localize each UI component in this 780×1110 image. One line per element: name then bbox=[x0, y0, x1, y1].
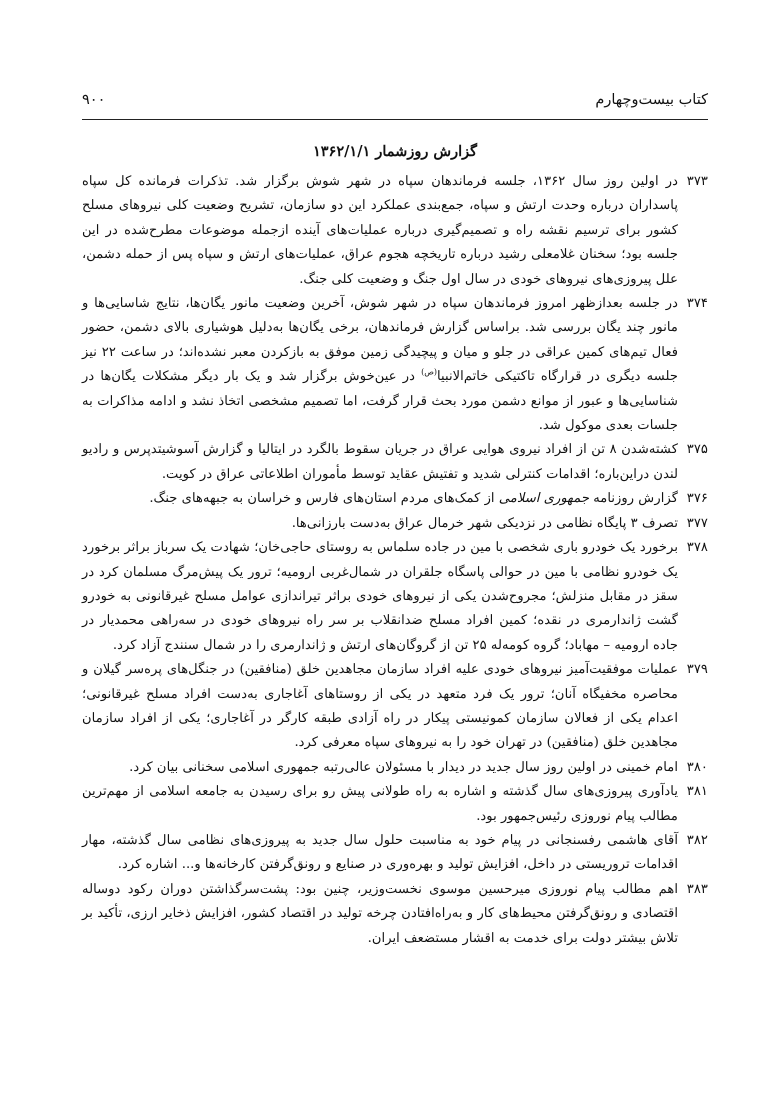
entry-377 bbox=[82, 512, 708, 536]
entry-number: ۳۷۸ bbox=[686, 540, 708, 556]
entry-382 bbox=[82, 829, 708, 878]
entry-text: در جلسه بعدازظهر امروز فرماندهان سپاه در شهر شوش، آخرین وضعیت مانور یگان‌ها، نتایج شاسایی‌ها و مانور چند یگان بررسی شد. براساس گزارش فرماندهان، برخی یگان‌ها به‌دلیل هوشیاری بالای دشمن، حضور فعال تیم‌های کمین عراقی در جلو و میان و پیچیدگی زمین موفق به بازکردن معبر نشده‌اند؛ در ساعت ۲۲ نیز جلسه دیگری در قرارگاه تاکتیکی خاتم‌الانبیا bbox=[82, 296, 678, 385]
entry-number: ۳۷۷ bbox=[686, 515, 708, 531]
entry-number: ۳۷۴ bbox=[686, 296, 708, 312]
entry-number: ۳۷۶ bbox=[686, 491, 708, 507]
page-header bbox=[82, 92, 708, 114]
entry-number: ۳۸۰ bbox=[686, 759, 708, 775]
honorific-superscript: (ص) bbox=[421, 367, 437, 377]
entry-text: اهم مطالب پیام نوروزی میرحسین موسوی نخست‌وزیر، چنین بود: پشت‌سرگذاشتن دوران رکود دوساله اقتصادی و رونق‌گرفتن محیط‌های کار و به‌راه‌افتادن چرخه تولید در اقتصاد کشور، افزایش ذخایر ارزی، تأکید بر تلاش بیشتر دولت برای خدمت به اقشار مستضعف ایران. bbox=[82, 881, 678, 946]
entry-text: آقای هاشمی رفسنجانی در پیام خود به مناسبت حلول سال جدید به پیروزی‌های نظامی سال گذشته، مهار اقدامات تروریستی در داخل، افزایش تولید و بهره‌وری در صنایع و رونق‌گرفتن کارخانه‌ها و... اشاره کرد. bbox=[82, 832, 678, 873]
header-divider bbox=[82, 119, 708, 120]
entry-378 bbox=[82, 536, 708, 658]
entry-374 bbox=[82, 292, 708, 438]
entry-text: در اولین روز سال ۱۳۶۲، جلسه فرماندهان سپاه در شهر شوش برگزار شد. تذکرات فرمانده کل سپاه پاسداران درباره وحدت ارتش و سپاه، جمع‌بندی عملکرد این دو سازمان، تشریح وضعیت کلی نیروهای مسلح کشور برای ترسیم نقشه راه و تصمیم‌گیری درباره عملیات‌های آینده ازجمله موضوعات مطرح‌شده در این جلسه بود؛ سخنان غلامعلی رشید درباره تاریخچه هجوم عراق، عملیات‌های ارتش و سپاه پس از حمله دشمن، علل پیروزی‌های نیروهای خودی در سال اول جنگ و وضعیت کلی جنگ. bbox=[82, 174, 678, 287]
section-title: گزارش روزشمار ۱۳۶۲/۱/۱ bbox=[312, 143, 478, 160]
entry-text: کشته‌شدن ۸ تن از افراد نیروی هوایی عراق در جریان سقوط بالگرد در ایتالیا و گزارش آسوشیتدپرس و رادیو لندن دراین‌باره؛ اقدامات کنترلی شدید و تفتیش عقاید توسط مأموران اطلاعاتی عراق در کویت. bbox=[82, 442, 678, 482]
entry-number: ۳۷۵ bbox=[686, 442, 708, 458]
entry-text-continued: از کمک‌های مردم استان‌های فارس و خراسان به جبهه‌های جنگ. bbox=[149, 491, 499, 507]
entry-376 bbox=[82, 487, 708, 511]
running-head-book-title: کتاب بیست‌وچهارم bbox=[595, 92, 708, 108]
entry-number: ۳۸۳ bbox=[686, 881, 708, 897]
entries-list bbox=[82, 170, 708, 951]
entry-text: تصرف ۳ پایگاه نظامی در نزدیکی شهر خرمال عراق به‌دست بارزانی‌ها. bbox=[291, 515, 678, 531]
page-number: ۹۰۰ bbox=[82, 92, 106, 108]
entry-text: امام خمینی در اولین روز سال جدید در دیدار با مسئولان عالی‌رتبه جمهوری اسلامی سخنانی بیان کرد. bbox=[129, 759, 678, 775]
entry-380 bbox=[82, 756, 708, 780]
entry-text: برخورد یک خودرو باری شخصی با مین در جاده سلماس به روستای حاجی‌خان؛ شهادت یک سرباز براثر برخورد یک خودرو نظامی با مین در حوالی پاسگاه جلقران در شمال‌غربی ارومیه؛ ترور یک پیش‌مرگ مسلمان کرد در سقز در مقابل منزلش؛ مجروح‌شدن یکی از نیروهای خودی براثر تیراندازی عوامل مسلح غیرقانونی به خودرو گشت ژاندارمری در نقده؛ کمین افراد مسلح ضدانقلاب بر سر راه نیروهای خودی در سه‌راهی محمدیار در جاده ارومیه – مهاباد؛ گروه کومه‌له ۲۵ تن از گروگان‌های ارتش و ژاندارمری را در شمال سنندج آزاد کرد. bbox=[82, 540, 678, 653]
entry-text-continued: در عین‌خوش برگزار شد و یک بار دیگر مشکلات یگان‌ها در شناسایی‌ها و عبور از موانع دشمن مورد بحث قرار گرفت، اما تصمیم مشخصی اتخاذ نشد و ادامه مذاکرات به جلسات بعدی موکول شد. bbox=[82, 369, 678, 434]
entry-text: یادآوری پیروزی‌های سال گذشته و اشاره به راه طولانی پیش رو برای رسیدن به جامعه اسلامی از مهم‌ترین مطالب پیام نوروزی رئیس‌جمهور بود. bbox=[82, 784, 678, 824]
entry-number: ۳۸۲ bbox=[686, 832, 708, 848]
entry-373 bbox=[82, 170, 708, 292]
entry-381 bbox=[82, 780, 708, 829]
entry-text: عملیات موفقیت‌آمیز نیروهای خودی علیه افراد سازمان مجاهدین خلق (منافقین) در جنگل‌های پره‌سر گیلان و محاصره مخفیگاه آنان؛ ترور یک فرد متعهد در یکی از روستاهای آغاجاری به‌دست افراد مسلح غیرقانونی؛ اعدام یکی از فعالان سازمان کمونیستی پیکار در راه آزادی طبقه کارگر در آغاجاری؛ یکی از افراد سازمان مجاهدین خلق (منافقین) در تهران خود را به نیروهای سپاه معرفی کرد. bbox=[82, 662, 678, 751]
entry-375 bbox=[82, 438, 708, 487]
entry-379 bbox=[82, 658, 708, 756]
newspaper-name: جمهوری اسلامی bbox=[498, 491, 589, 507]
entry-text: گزارش روزنامه bbox=[589, 491, 678, 507]
entry-number: ۳۷۹ bbox=[686, 662, 708, 678]
entry-number: ۳۷۳ bbox=[686, 174, 708, 189]
entry-383 bbox=[82, 878, 708, 951]
entry-number: ۳۸۱ bbox=[686, 784, 708, 800]
